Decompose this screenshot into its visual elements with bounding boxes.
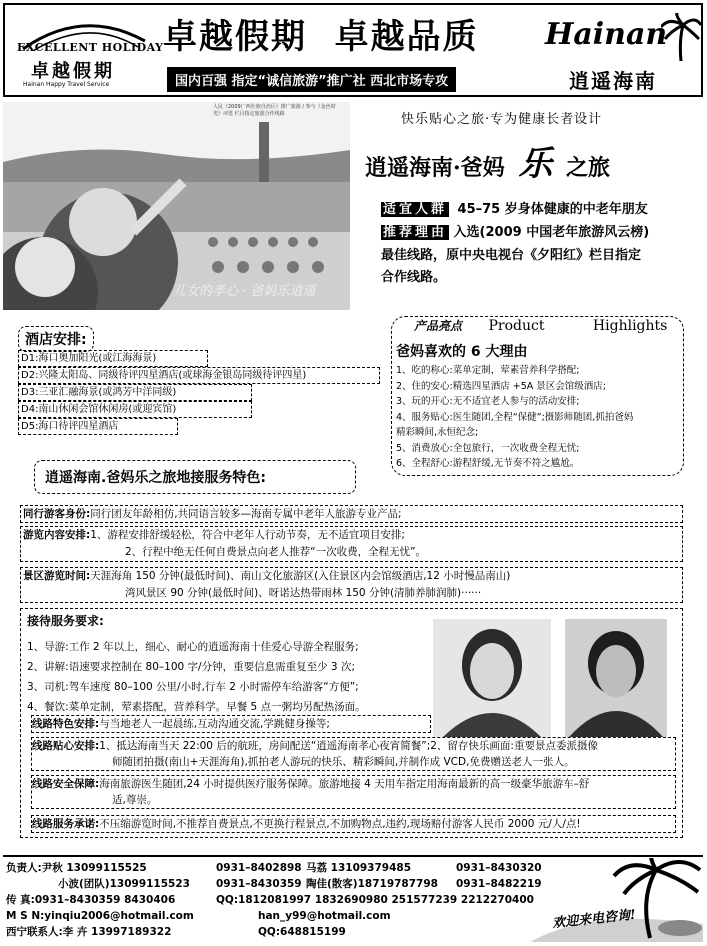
highlight-item: 6、全程舒心:游程舒缓,无节奏不符之尴尬。	[396, 458, 580, 469]
contact-line	[6, 924, 346, 940]
service-section	[20, 608, 683, 838]
page-title: 卓越假期 卓越品质	[163, 17, 479, 57]
reason-row	[381, 221, 649, 240]
hotel-list	[18, 350, 380, 435]
contact-line	[6, 908, 391, 924]
logo-sub: Hainan Happy Travel Service	[23, 81, 110, 88]
hotel-item: D4:南山休闲会馆休闲房(或迎宾馆)	[18, 401, 252, 418]
highlights-label-cn: 产品亮点	[414, 319, 463, 333]
highlights-label-en-1: Product	[488, 318, 545, 334]
features-section	[20, 505, 683, 601]
hotel-item: D3:三亚汇融海景(或鸿芳中洋同级)	[18, 384, 252, 401]
contact-person-1: 负责人:尹秋 13099115525	[6, 862, 147, 874]
service-item: 1、导游:工作 2 年以上，细心、耐心的逍遥海南十佳爱心导游全程服务;	[27, 641, 359, 653]
hero-title-le: 乐	[518, 144, 553, 184]
highlight-item: 5、消费放心:全包旅行，一次收费全程无忧;	[396, 442, 580, 454]
hero-title-part1: 逍遥海南·爸妈	[365, 155, 505, 181]
reason-text1: 入选(2009 中国老年旅游风云榜)	[453, 225, 650, 240]
feature-label: 线路特色安排:	[32, 718, 100, 730]
photo-caption: 人民《2009广西壮族自治区》推广旅游 / 参与《金色时光》评选 栏目指定旅游合作线路	[213, 104, 336, 117]
contact-person-2: 马荔 13109379485	[306, 862, 412, 874]
header	[3, 3, 703, 97]
hero-title-part2: 之旅	[566, 155, 611, 181]
safety-text-2: 适,尊崇。	[112, 794, 158, 806]
contact-qq-2: QQ:648815199	[258, 926, 346, 938]
highlights-list	[396, 363, 633, 472]
features-title: 逍遥海南.爸妈乐之旅地接服务特色:	[34, 460, 356, 494]
feature-text: 与当地老人一起晨练,互动沟通交流,学跳健身操等;	[99, 718, 330, 730]
peer-row	[20, 505, 683, 523]
time-label: 景区游览时间:	[23, 570, 91, 582]
contact-divider	[3, 855, 703, 857]
contact-line	[6, 876, 542, 892]
contact-person-3: 小波(团队)13099115523	[58, 878, 190, 890]
service-title: 接待服务要求:	[27, 614, 104, 628]
contact-line	[6, 860, 542, 876]
highlight-item: 精彩瞬间,永恒纪念;	[396, 427, 479, 438]
time-row	[20, 567, 683, 603]
hainan-cn: 逍遥海南	[569, 69, 657, 93]
time-text-2: 湾风景区 90 分钟(最低时间)、呀诺达热带雨林 150 分钟(清肺养肺润肺)······	[125, 587, 482, 599]
hero-section	[3, 100, 703, 314]
hainan-en: Hainan	[545, 17, 668, 52]
welcome-text: 欢迎来电咨询!	[551, 907, 637, 932]
service-item: 2、讲解:语速要求控制在 80–100 字/分钟，重要信息需重复至少 3 次;	[27, 661, 355, 673]
contact-msn-2: han_y99@hotmail.com	[258, 910, 391, 922]
hotel-item: D1:海口奥加阳光(或江海海景)	[18, 350, 208, 367]
contact-qq: QQ:1812081997 1832690980 251577239 2212270400	[216, 894, 534, 906]
service-item: 3、司机:驾车速度 80–100 公里/小时,行车 2 小时需停车给游客“方便”;	[27, 681, 359, 693]
content-row	[20, 526, 683, 562]
suit-row	[381, 198, 648, 217]
peer-label: 同行游客身份:	[23, 508, 91, 520]
hotels-title: 酒店安排:	[18, 326, 94, 352]
contact-msn-1: M S N:yinqiu2006@hotmail.com	[6, 910, 194, 922]
suit-text: 45–75 岁身体健康的中老年朋友	[457, 202, 648, 217]
hotels-section	[18, 326, 380, 436]
time-text-1: 天涯海角 150 分钟(最低时间)、南山文化旅游区(入住景区内会馆级酒店,12 小时慢品南山)	[90, 570, 511, 582]
hero-subtitle: 快乐贴心之旅·专为健康长者设计	[401, 112, 603, 127]
promise-text: 不压缩游览时间,不推荐自费景点,不更换行程景点,不加购物点,违约,现场赔付游客人民币 2000 元/人/点!	[99, 818, 581, 830]
guide-photo-2	[565, 619, 667, 737]
reason-label: 推荐理由	[383, 225, 448, 240]
logo	[13, 11, 164, 93]
feature-row	[31, 715, 431, 733]
content-text-1: 1、游程安排舒缓轻松，符合中老年人行动节奏，无不适宜项目安排;	[90, 529, 405, 541]
highlights-section	[391, 316, 684, 476]
highlight-item: 4、服务贴心:医生随团,全程“保健”;摄影师随团,抓拍爸妈	[396, 411, 634, 423]
contact-phone-1: 0931–8402898	[216, 862, 302, 874]
hotel-item: D5:海口待评四星酒店	[18, 418, 178, 435]
contact-line	[6, 892, 534, 908]
contact-xining: 西宁联系人:李 卉 13997189322	[6, 926, 172, 938]
portrait-girl-icon	[565, 619, 667, 737]
contact-person-4: 陶佳(散客)18719787798	[306, 878, 438, 890]
portrait-woman-icon	[433, 619, 551, 737]
service-item: 4、餐饮:菜单定制，荤素搭配，营养科学。早餐 5 点一粥均另配热汤面。	[27, 701, 366, 713]
tagline: 国内百强 指定“诚信旅游”推广社 西北市场专攻	[167, 67, 456, 92]
contact-phone-2: 0931–8430320	[456, 862, 542, 874]
logo-en: EXCELLENT HOLIDAY	[17, 41, 164, 54]
safety-label: 线路安全保障:	[32, 778, 100, 790]
hero-title	[365, 136, 610, 185]
beach-illustration	[530, 858, 703, 942]
contact-fax: 传 真:0931–8430359 8430406	[6, 894, 176, 906]
contact-phone-3: 0931–8430359	[216, 878, 302, 890]
hotel-item: D2:兴隆太阳岛、同级待评四星酒店(或球海金银岛同级待评四星)	[18, 367, 380, 384]
care-row	[31, 737, 676, 771]
reason-text3: 合作线路。	[381, 270, 447, 285]
reason-text2: 最佳线路，原中央电视台《夕阳红》栏目指定	[381, 248, 642, 263]
highlight-item: 3、玩的开心:无不适宜老人参与的活动安排;	[396, 396, 580, 407]
care-text-1: 1、抵达海南当天 22:00 后的航班，房间配送“逍遥海南孝心夜宵简餐”;2、留存快乐画面:重要景点委派摄像	[99, 740, 598, 752]
safety-row	[31, 775, 676, 809]
safety-text-1: 海南旅游医生随团,24 小时提供医疗服务保障。旅游地接 4 天用车指定用海南最新的高一级豪华旅游车–舒	[99, 778, 590, 790]
contact-phone-4: 0931–8482219	[456, 878, 542, 890]
highlight-item: 1、吃的称心:菜单定制，荤素营养科学搭配;	[396, 365, 580, 376]
promise-row	[31, 815, 676, 833]
hero-photo	[3, 102, 350, 310]
palm-tree-icon	[661, 13, 701, 63]
care-text-2: 师随团拍摄(南山+天涯海角),抓拍老人游玩的快乐、精彩瞬间,并制作成 VCD,免费赠送老人一张人。	[112, 756, 575, 768]
promise-label: 线路服务承诺:	[32, 818, 100, 830]
peer-text: 同行团友年龄相仿,共同语言较多—海南专属中老年人旅游专业产品;	[90, 508, 402, 520]
highlights-header	[414, 317, 668, 334]
content-label: 游览内容安排:	[23, 529, 91, 541]
content-text-2: 2、行程中绝无任何自费景点向老人推荐“一次收费，全程无忧”。	[125, 546, 427, 558]
highlight-item: 2、住的安心:精选四星酒店 +5A 景区会馆级酒店;	[396, 380, 606, 392]
hainan-logo	[543, 13, 698, 93]
suit-label: 适宜人群	[383, 202, 448, 217]
seaside-elderly-icon	[3, 102, 350, 310]
care-label: 线路贴心安排:	[32, 740, 100, 752]
highlights-title: 爸妈喜欢的 6 大理由	[396, 344, 528, 360]
guide-photo-1	[433, 619, 551, 737]
photo-overlay: 儿女的孝心 · 爸妈乐逍遥	[173, 284, 316, 299]
highlights-label-en-2: Highlights	[592, 318, 668, 334]
logo-cn: 卓越假期	[31, 61, 115, 82]
